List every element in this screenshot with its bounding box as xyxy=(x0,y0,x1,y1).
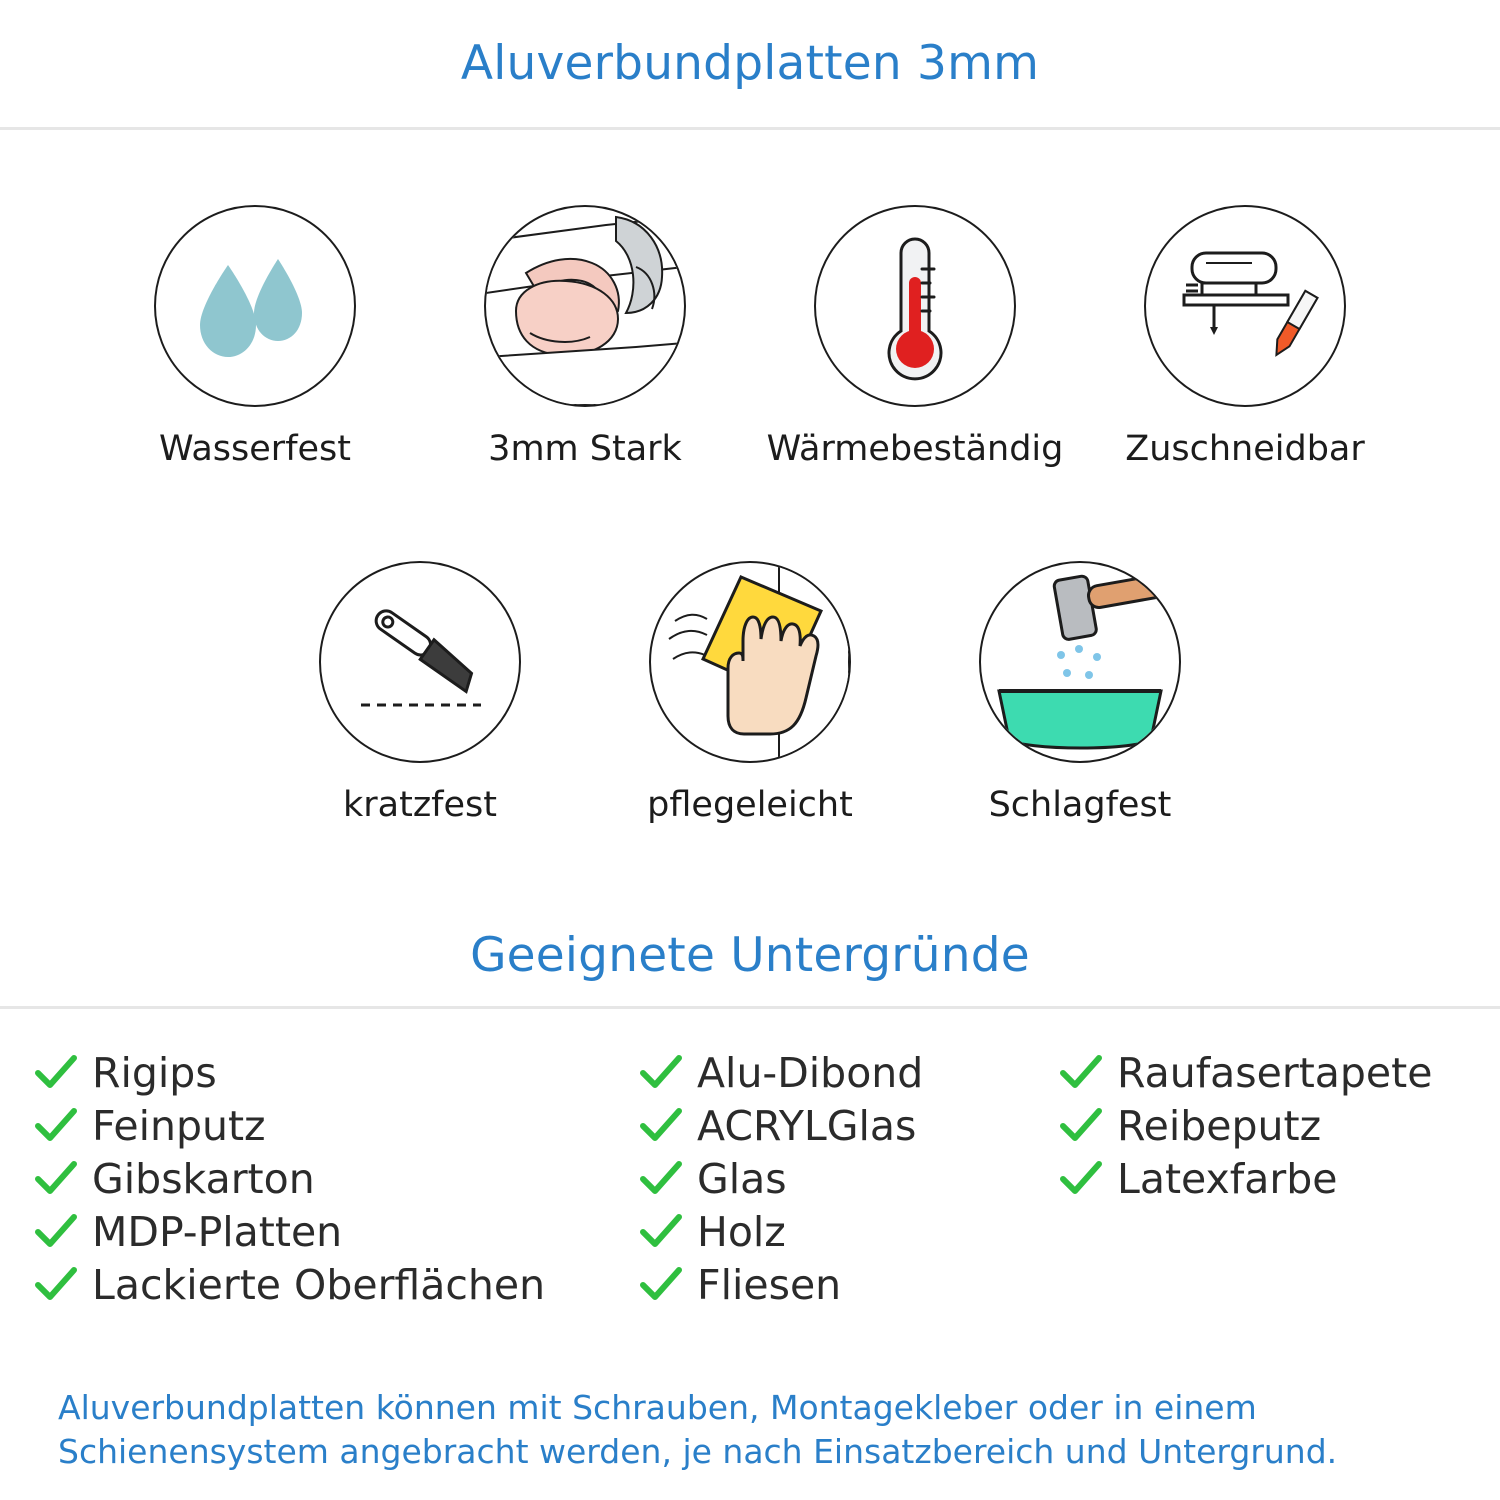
check-icon xyxy=(639,1212,683,1252)
substrates-column-3 xyxy=(1059,1046,1474,1311)
substrates-title: Geeignete Untergründe xyxy=(470,928,1030,983)
page-title: Aluverbundplatten 3mm xyxy=(460,36,1040,91)
list-item xyxy=(639,1152,1059,1205)
divider-middle xyxy=(0,1006,1500,1009)
divider-top xyxy=(0,127,1500,130)
list-item-label: Feinputz xyxy=(92,1101,266,1150)
feature-label: Zuschneidbar xyxy=(1125,429,1365,469)
list-item xyxy=(639,1046,1059,1099)
list-item-label: Holz xyxy=(697,1207,786,1256)
water-drops-icon xyxy=(154,205,356,407)
feature-label: pflegeleicht xyxy=(647,785,853,825)
check-icon xyxy=(34,1159,78,1199)
list-item-label: Raufasertapete xyxy=(1117,1048,1433,1097)
feature-row-2 xyxy=(0,561,1500,825)
check-icon xyxy=(34,1053,78,1093)
list-item xyxy=(639,1258,1059,1311)
check-icon xyxy=(34,1212,78,1252)
feature-kratzfest xyxy=(255,561,585,825)
check-icon xyxy=(639,1053,683,1093)
list-item xyxy=(639,1205,1059,1258)
list-item-label: MDP-Platten xyxy=(92,1207,343,1256)
check-icon xyxy=(639,1265,683,1305)
feature-label: kratzfest xyxy=(342,785,497,825)
list-item-label: Rigips xyxy=(92,1048,217,1097)
list-item-label: ACRYLGlas xyxy=(697,1101,917,1150)
check-icon xyxy=(1059,1106,1103,1146)
feature-waermebestaendig xyxy=(750,205,1080,469)
list-item xyxy=(639,1099,1059,1152)
check-icon xyxy=(34,1106,78,1146)
list-item xyxy=(34,1258,639,1311)
substrates-list xyxy=(34,1046,1474,1311)
feature-zuschneidbar xyxy=(1080,205,1410,469)
footer-note: Aluverbundplatten können mit Schrauben, Montagekleber oder in einem Schienensystem angebracht werden, je nach Einsatzbereich und Untergrund. xyxy=(58,1388,1338,1471)
check-icon xyxy=(34,1265,78,1305)
list-item-label: Latexfarbe xyxy=(1117,1154,1338,1203)
list-item xyxy=(1059,1099,1474,1152)
substrates-column-1 xyxy=(34,1046,639,1311)
list-item-label: Gibskarton xyxy=(92,1154,315,1203)
feature-schlagfest xyxy=(915,561,1245,825)
list-item-label: Alu-Dibond xyxy=(697,1048,924,1097)
knife-scratch-icon xyxy=(319,561,521,763)
feature-label: Wasserfest xyxy=(158,429,352,469)
list-item-label: Fliesen xyxy=(697,1260,842,1309)
substrates-column-2 xyxy=(639,1046,1059,1311)
list-item xyxy=(1059,1152,1474,1205)
feature-wasserfest xyxy=(90,205,420,469)
hammer-impact-icon xyxy=(979,561,1181,763)
jigsaw-cutter-icon xyxy=(1144,205,1346,407)
flexing-arm-icon xyxy=(484,205,686,407)
list-item-label: Glas xyxy=(697,1154,787,1203)
list-item-label: Reibeputz xyxy=(1117,1101,1322,1150)
list-item-label: Lackierte Oberflächen xyxy=(92,1260,546,1309)
list-item xyxy=(34,1099,639,1152)
check-icon xyxy=(1059,1159,1103,1199)
check-icon xyxy=(1059,1053,1103,1093)
list-item xyxy=(34,1046,639,1099)
feature-label: 3mm Stark xyxy=(488,429,682,469)
feature-label: Wärmebeständig xyxy=(766,429,1064,469)
thermometer-icon xyxy=(814,205,1016,407)
feature-grid xyxy=(0,205,1500,825)
list-item xyxy=(1059,1046,1474,1099)
list-item xyxy=(34,1152,639,1205)
feature-label: Schlagfest xyxy=(988,785,1172,825)
check-icon xyxy=(639,1106,683,1146)
check-icon xyxy=(639,1159,683,1199)
feature-3mm-stark xyxy=(420,205,750,469)
feature-pflegeleicht xyxy=(585,561,915,825)
cleaning-cloth-hand-icon xyxy=(649,561,851,763)
list-item xyxy=(34,1205,639,1258)
feature-row-1 xyxy=(0,205,1500,469)
